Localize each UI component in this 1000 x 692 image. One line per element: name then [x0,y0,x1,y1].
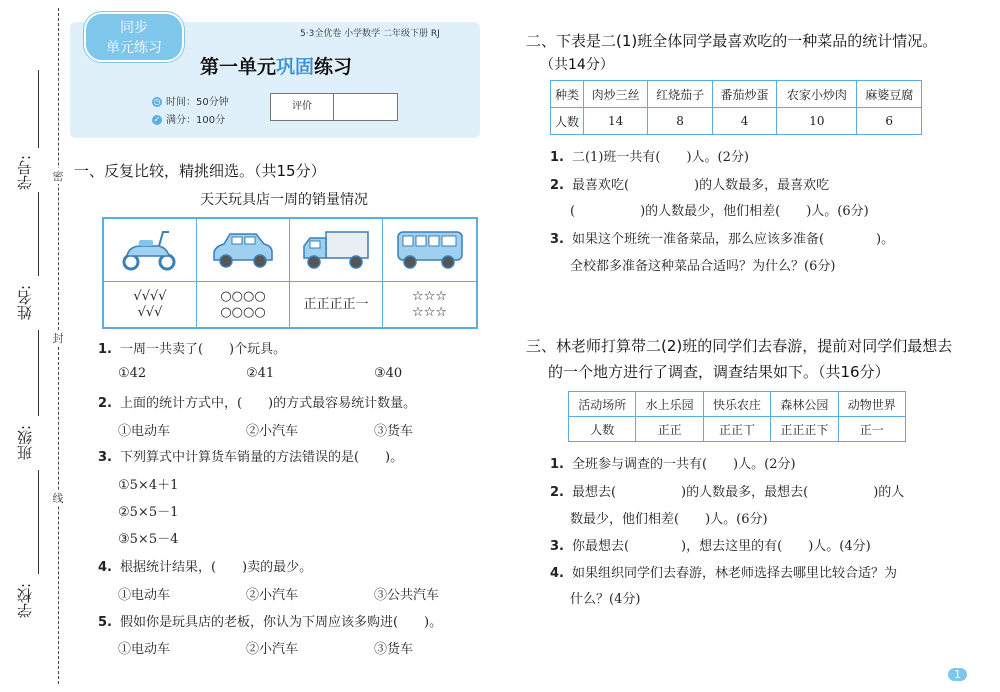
s1-q1-option-2[interactable]: ②41 [246,366,275,381]
s1-q2-num: 2. [98,396,112,411]
dish-count-1: 14 [583,108,647,135]
unit-badge [84,12,184,62]
dish-table [550,80,922,135]
s3-q4-text-a: 如果组织同学们去春游，林老师选择去哪里比较合适？为 [571,566,897,581]
s3-q2-text-b: 数最少，他们相差( )人。(6分) [570,512,768,527]
s3-question-4 [550,562,897,581]
s1-q3-num: 3. [98,450,112,465]
trip-header-3: 森林公园 [771,392,838,417]
trip-tally-1: 正正 [636,417,703,442]
s2-question-3 [550,228,894,247]
s2-question-2 [550,174,829,193]
s1-q2-option-1[interactable]: ①电动车 [118,424,171,439]
tally-scooter-line1: √√√√ [133,288,167,304]
s1-q1-text: 一周一共卖了( )个玩具。 [119,342,287,357]
dish-count-3: 4 [712,108,776,135]
s1-q3-text: 下列算式中计算货车销量的方法错误的是( )。 [119,450,404,465]
student-id-line[interactable] [38,70,39,148]
dish-header-5: 麻婆豆腐 [857,81,922,108]
school-line[interactable] [38,470,39,574]
s3-q4-text-b: 什么？(4分) [570,592,641,607]
s3-question-3 [550,535,871,554]
s1-q2-option-2[interactable]: ②小汽车 [246,424,299,439]
dish-count-2: 8 [648,108,712,135]
s3-q1-num: 1. [550,457,564,472]
trip-header-1: 水上乐园 [636,392,703,417]
trip-row-label: 人数 [569,417,636,442]
dish-header-4: 农家小炒肉 [777,81,857,108]
s1-q5-option-1[interactable]: ①电动车 [118,642,171,657]
s2-q1-text: 二(1)班一共有( )人。(2分) [571,150,749,165]
trip-tally-4: 正一 [838,417,905,442]
s1-q5-option-2[interactable]: ②小汽车 [246,642,299,657]
s1-q1-option-3[interactable]: ③40 [374,366,403,381]
s3-q1-text: 全班参与调查的一共有( )人。(2分) [571,457,796,472]
class-label: 班级: [16,424,34,460]
s1-q1-num: 1. [98,342,112,357]
dish-header-1: 肉炒三丝 [583,81,647,108]
s1-q4-option-2[interactable]: ②小汽车 [246,588,299,603]
spring-trip-table [568,391,906,442]
s2-q2-num: 2. [550,178,564,193]
page-title [200,52,352,79]
s1-q1-option-1[interactable]: ①42 [118,366,147,381]
bus-icon [383,219,476,281]
s2-q3-text-b: 全校都多准备这种菜品合适吗？为什么？(6分) [570,259,836,274]
toy-sales-table [102,217,478,329]
series-info: 5·3全优卷 小学数学 二年级下册 RJ [300,29,440,39]
tally-bus-line1: ☆☆☆ [412,288,447,304]
name-label: 姓名: [16,284,34,320]
s1-question-4 [98,556,312,575]
trip-tally-2: 正正丅 [703,417,770,442]
tally-bus-line2: ☆☆☆ [412,304,447,320]
s1-q4-text: 根据统计结果，( )卖的最少。 [119,560,313,575]
s3-question-1 [550,453,796,472]
title-post: 练习 [314,56,353,78]
s1-question-1 [98,338,286,357]
s1-question-3 [98,446,403,465]
title-highlight: 巩固 [276,56,315,78]
tally-car-line1: ○○○○ [220,288,266,304]
evaluation-field[interactable] [334,94,397,120]
class-line[interactable] [38,330,39,416]
section2-heading: 二、下表是二(1)班全体同学最喜欢吃的一种菜品的统计情况。 [526,32,938,50]
s1-q3-option-3[interactable]: ③5×5－4 [118,532,179,547]
car-icon [197,219,290,281]
s2-q1-num: 1. [550,150,564,165]
scooter-icon [104,219,197,281]
binding-mark-mi: 密 [47,168,69,184]
s2-q3-num: 3. [550,232,564,247]
dish-header-3: 番茄炒蛋 [712,81,776,108]
s1-q3-option-1[interactable]: ①5×4＋1 [118,478,179,493]
binding-mark-feng: 封 [47,330,69,346]
student-id-label: 学号: [16,154,34,190]
tally-bus [383,282,476,327]
binding-dashed-line [58,8,59,684]
binding-mark-xian: 线 [47,490,69,506]
tally-scooter [104,282,197,327]
trip-header-place: 活动场所 [569,392,636,417]
tally-truck [290,282,383,327]
name-line[interactable] [38,192,39,276]
check-icon: ✓ [153,115,161,124]
trip-header-2: 快乐农庄 [703,392,770,417]
s1-q5-text: 假如你是玩具店的老板，你认为下周应该多购进( )。 [119,615,443,630]
school-label: 学校: [16,582,34,618]
s2-q2-text-b: ( )的人数最少，他们相差( )人。(6分) [570,204,869,219]
score-info [152,111,225,126]
s1-question-2 [98,392,416,411]
section2-points: （共14分） [540,57,614,73]
dish-header-2: 红烧茄子 [648,81,712,108]
badge-line-2: 单元练习 [106,40,162,56]
s1-q4-option-1[interactable]: ①电动车 [118,588,171,603]
s3-q3-num: 3. [550,539,564,554]
section1-heading: 一、反复比较，精挑细选。（共15分） [74,162,326,180]
dish-row-label: 人数 [551,108,584,135]
s2-question-1 [550,146,749,165]
tally-scooter-line2: √√√ [137,304,163,320]
tally-car [197,282,290,327]
chart-title: 天天玩具店一周的销量情况 [200,192,368,208]
time-label: 时间：50分钟 [166,97,229,108]
tally-car-line2: ○○○○ [220,304,266,320]
dish-count-4: 10 [777,108,857,135]
evaluation-label: 评价 [271,94,334,120]
s1-q2-option-3[interactable]: ③货车 [374,424,414,439]
s3-q4-num: 4. [550,566,564,581]
badge-line-1: 同步 [120,20,148,36]
evaluation-box [270,93,398,121]
dish-count-5: 6 [857,108,922,135]
s3-question-2 [550,481,904,500]
s2-q3-text-a: 如果这个班统一准备菜品，那么应该多准备( )。 [571,232,895,247]
score-label: 满分：100分 [166,115,226,126]
truck-icon [290,219,383,281]
s1-q2-text: 上面的统计方式中，( )的方式最容易统计数量。 [119,396,417,411]
clock-icon: ◷ [153,97,161,106]
time-info [152,93,229,108]
s1-q3-option-2[interactable]: ②5×5－1 [118,505,179,520]
title-pre: 第一单元 [200,56,277,78]
dish-header-kind: 种类 [551,81,584,108]
s1-q5-num: 5. [98,615,112,630]
trip-header-4: 动物世界 [838,392,905,417]
s2-q2-text-a: 最喜欢吃( )的人数最多，最喜欢吃 [571,178,830,193]
s3-q2-text-a: 最想去( )的人数最多，最想去( )的人 [571,485,905,500]
s1-question-5 [98,611,442,630]
page-number: 1 [948,668,967,681]
s3-q3-text: 你最想去( )，想去这里的有( )人。(4分) [571,539,871,554]
s3-q2-num: 2. [550,485,564,500]
tally-truck-line1: 正正正正一 [303,296,369,312]
s1-q4-num: 4. [98,560,112,575]
s1-q4-option-3[interactable]: ③公共汽车 [374,588,440,603]
trip-tally-3: 正正正下 [771,417,838,442]
section3-heading-a: 三、林老师打算带二(2)班的同学们去春游，提前对同学们最想去 [526,337,953,355]
s1-q5-option-3[interactable]: ③货车 [374,642,414,657]
section3-heading-b: 的一个地方进行了调查，调查结果如下。（共16分） [548,363,890,381]
